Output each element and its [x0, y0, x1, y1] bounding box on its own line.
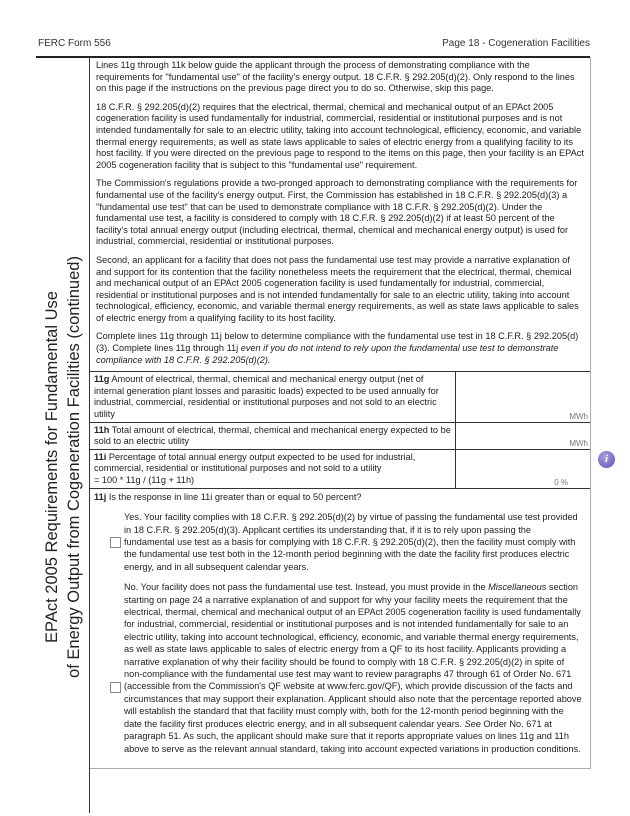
section-title — [36, 57, 89, 757]
info-icon[interactable]: i — [598, 451, 615, 468]
yes-checkbox[interactable] — [110, 537, 121, 548]
line-11g: 11g Amount of electrical, thermal, chemical and mechanical energy output (net of internal generation plant losses and parasitic loads) expected to be used annually for industrial, commercial, residential or institutional purposes and not sold to an electric utility MWh — [90, 371, 590, 421]
line-11i: 11i Percentage of total annual energy output expected to be used for industrial, commercial, residential or institutional purposes and not sold to a utility = 100 * 11g / (11g + 11h) 0 % — [90, 449, 590, 488]
line-11i-value: 0 % — [554, 477, 568, 487]
form-name: FERC Form 556 — [38, 38, 111, 49]
section-title-line1: EPAct 2005 Requirements for Fundamental Use — [42, 291, 61, 643]
no-checkbox[interactable] — [110, 682, 121, 693]
intro-paragraph: 18 C.F.R. § 292.205(d)(2) requires that the electrical, thermal, chemical and mechanical output of an EPAct 2005 cogeneration facility is used fundamentally for industrial, commercial, residential or institutional purposes and is not intended fundamentally for sale to an electric utility, taking into account technological, efficiency, economic, and variable thermal energy requirements, as well as state laws applicable to sales of electric energy from a qualifying facility to its host facility. If you were directed on the previous page to respond to the items on this page, then your facility is an EPAct 2005 cogeneration facility that is subject to this "fundamental use" requirement. — [96, 101, 584, 170]
intro-paragraph: Second, an applicant for a facility that does not pass the fundamental use test may provide a narrative explanation of and support for its contention that the facility nonetheless meets the requirement that the electrical, thermal, chemical and mechanical output of an EPAct 2005 cogeneration facility is used fundamentally for industrial, commercial, residential or institutional purposes and is not intended fundamentally for sale to an electric utility, taking into account technological, efficiency, economic, and variable thermal energy requirements, as well as state laws applicable to sales of electric energy from a qualifying facility to its host facility. — [96, 254, 579, 323]
line-11h-input[interactable]: MWh — [569, 438, 588, 448]
form-section — [90, 57, 591, 769]
page-label: Page 18 - Cogeneration Facilities — [442, 38, 590, 49]
line-11j: 11j Is the response in line 11i greater than or equal to 50 percent? Yes. Your facility complies with 18 C.F.R. § 292.205(d)(2) by virtue of passing the fundamental use test provided in 18 C.F.R. § 292.205(d)(3). Applicant certifies its understanding that, if it is to rely upon passing the fundamental use test as a basis for complying with 18 C.F.R. § 292.205(d)(2), then the facility must comply with the fundamental use test both in the 12-month period beginning with the date the facility first produces electric energy, and in all subsequent calendar years. No. Your facility does not pass the fundamental use test. Instead, you must provide in the Miscellaneous section starting on page 24 a narrative explanation of and support for why your facility meets the requirement that the electrical, thermal, chemical and mechanical output of an EPAct 2005 cogeneration facility is used fundamentally for industrial, commercial, residential or institutional purposes and is not intended fundamentally for sale to an electric utility, taking into account technological, efficiency, economic, and variable thermal energy requirements, as well as state laws applicable to sales of electric energy from a QF to its host facility. Applicants providing a narrative explanation of why their facility should be found to comply with 18 C.F.R. § 292.205(d)(2) in spite of non-compliance with the fundamental use test may want to review paragraphs 47 through 61 of Order No. 671 (accessible from the Commission's QF website at www.ferc.gov/QF), which provide discussion of the facts and circumstances that may support their explanation. Applicant should also note that the percentage reported above will establish the standard that that facility must comply with, both for the 12-month period beginning with the date the facility first produces electric energy, and in all subsequent calendar years. See Order No. 671 at paragraph 51. As such, the applicant should make sure that it reports appropriate values on lines 11g and 11h above to serve as the relevant annual standard, taking into account expected variations in production conditions. — [90, 488, 590, 755]
option-no: No. Your facility does not pass the fundamental use test. Instead, you must provide in the Miscellaneous section starting on page 24 a narrative explanation of and support for why your facility meets the requirement that the electrical, thermal, chemical and mechanical output of an EPAct 2005 cogeneration facility is used fundamentally for industrial, commercial, residential or institutional purposes and is not intended fundamentally for sale to an electric utility, taking into account technological, efficiency, economic, and variable thermal energy requirements, as well as state laws applicable to sales of electric energy from a QF to its host facility. Applicants providing a narrative explanation of why their facility should be found to comply with 18 C.F.R. § 292.205(d)(2) in spite of non-compliance with the fundamental use test may want to review paragraphs 47 through 61 of Order No. 671 (accessible from the Commission's QF website at www.ferc.gov/QF), which provide discussion of the facts and circumstances that may support their explanation. Applicant should also note that the percentage reported above will establish the standard that that facility must comply with, both for the 12-month period beginning with the date the facility first produces electric energy, and in all subsequent calendar years. See Order No. 671 at paragraph 51. As such, the applicant should make sure that it reports appropriate values on lines 11g and 11h above to serve as the relevant annual standard, taking into account expected variations in production conditions. — [90, 581, 590, 755]
section-title-line2: of Energy Output from Cogeneration Facilities (continued) — [64, 256, 83, 678]
intro-paragraph: The Commission's regulations provide a two-pronged approach to demonstrating compliance with the requirements for fundamental use of the facility's energy output. First, the Commission has established in 18 C.F.R. § 292.205(d)(3) a "fundamental use test" that can be used to demonstrate compliance with 18 C.F.R. § 292.205(d)(2). Under the fundamental use test, a facility is considered to comply with 18 C.F.R. § 292.205(d)(2) if at least 50 percent of the facility's total annual energy output (including electrical, thermal, chemical and mechanical energy output) is used for industrial, commercial, residential or institutional purposes. — [96, 178, 578, 247]
line-11g-input[interactable]: MWh — [569, 411, 588, 421]
intro-paragraph: Lines 11g through 11k below guide the applicant through the process of demonstrating compliance with the requirements for "fundamental use" of the facility's energy output. 18 C.F.R. § 292.205(d)(2). Only respond to the lines on this page if the instructions on the previous page direct you to do so. Otherwise, skip this page. — [96, 60, 575, 94]
option-yes: Yes. Your facility complies with 18 C.F.R. § 292.205(d)(2) by virtue of passing the fundamental use test provided in 18 C.F.R. § 292.205(d)(3). Applicant certifies its understanding that, if it is to rely upon passing the fundamental use test as a basis for complying with 18 C.F.R. § 292.205(d)(2), then the facility must comply with the fundamental use test both in the 12-month period beginning with the date the facility first produces electric energy, and in all subsequent calendar years. — [90, 511, 590, 573]
line-11h: 11h Total amount of electrical, thermal, chemical and mechanical energy expected to be sold to an electric utility MWh — [90, 422, 590, 449]
complete-instructions: Complete lines 11g through 11j below to determine compliance with the fundamental use test in 18 C.F.R. § 292.205(d)(3). Complete lines 11g through 11j even if you do not intend to rely upon the fundamental use test to demonstrate compliance with 18 C.F.R. § 292.205(d)(2). — [96, 331, 579, 365]
